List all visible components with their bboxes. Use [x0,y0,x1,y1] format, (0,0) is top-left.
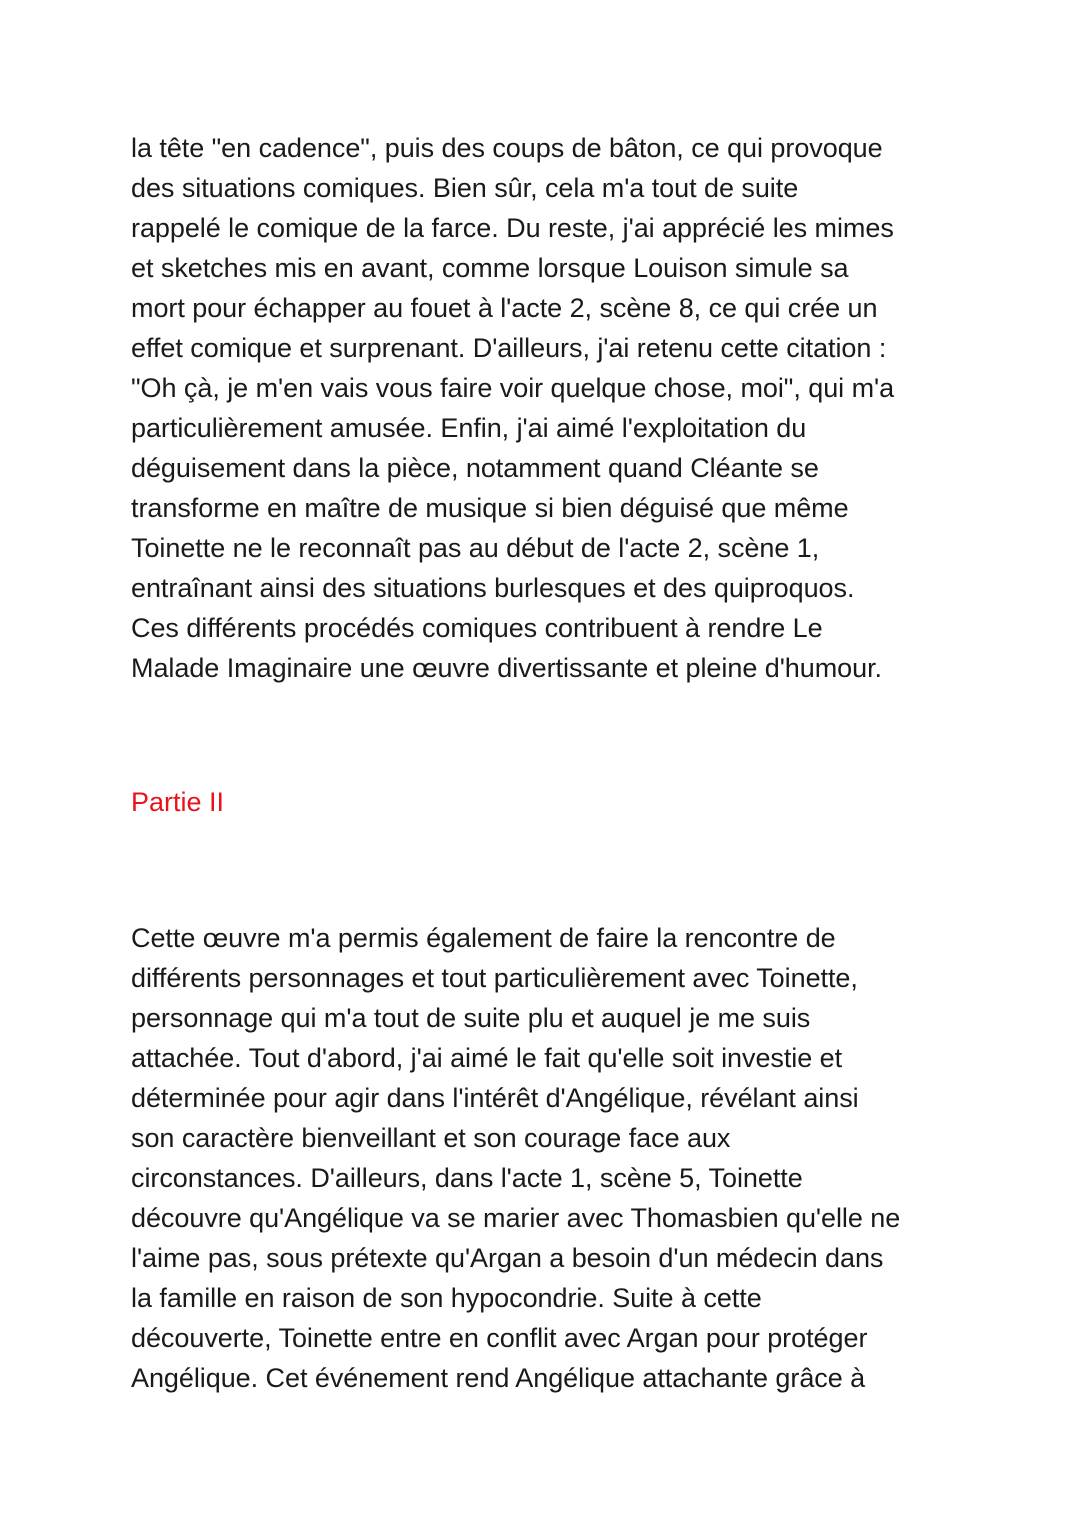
text-line: la famille en raison de son hypocondrie. Suite à cette [131,1283,762,1313]
paragraph-toinette [131,918,900,1398]
paragraph-comic-devices [131,128,894,688]
text-line: entraînant ainsi des situations burlesques et des quiproquos. [131,573,855,603]
text-line: des situations comiques. Bien sûr, cela m'a tout de suite [131,173,799,203]
text-line: personnage qui m'a tout de suite plu et auquel je me suis [131,1003,811,1033]
text-line: transforme en maître de musique si bien déguisé que même [131,493,849,523]
text-line: Malade Imaginaire une œuvre divertissante et pleine d'humour. [131,653,883,683]
text-line: découvre qu'Angélique va se marier avec Thomasbien qu'elle ne [131,1203,901,1233]
text-line: différents personnages et tout particulièrement avec Toinette, [131,963,858,993]
section-heading: Partie II [131,787,225,817]
text-line: effet comique et surprenant. D'ailleurs, j'ai retenu cette citation : [131,333,887,363]
text-line: Toinette ne le reconnaît pas au début de l'acte 2, scène 1, [131,533,820,563]
text-line: découverte, Toinette entre en conflit avec Argan pour protéger [131,1323,868,1353]
text-line: "Oh çà, je m'en vais vous faire voir quelque chose, moi", qui m'a [131,373,895,403]
text-line: l'aime pas, sous prétexte qu'Argan a besoin d'un médecin dans [131,1243,884,1273]
text-line: et sketches mis en avant, comme lorsque Louison simule sa [131,253,849,283]
text-line: son caractère bienveillant et son courage face aux [131,1123,731,1153]
text-line: rappelé le comique de la farce. Du reste, j'ai apprécié les mimes [131,213,894,243]
text-line: déterminée pour agir dans l'intérêt d'Angélique, révélant ainsi [131,1083,859,1113]
text-line: mort pour échapper au fouet à l'acte 2, scène 8, ce qui crée un [131,293,878,323]
text-line: Cette œuvre m'a permis également de faire la rencontre de [131,923,836,953]
text-line: déguisement dans la pièce, notamment quand Cléante se [131,453,819,483]
text-line: particulièrement amusée. Enfin, j'ai aimé l'exploitation du [131,413,807,443]
text-line: la tête "en cadence", puis des coups de bâton, ce qui provoque [131,133,883,163]
text-line: attachée. Tout d'abord, j'ai aimé le fait qu'elle soit investie et [131,1043,843,1073]
text-line: circonstances. D'ailleurs, dans l'acte 1, scène 5, Toinette [131,1163,803,1193]
text-line: Angélique. Cet événement rend Angélique attachante grâce à [131,1363,866,1393]
text-line: Ces différents procédés comiques contribuent à rendre Le [131,613,823,643]
